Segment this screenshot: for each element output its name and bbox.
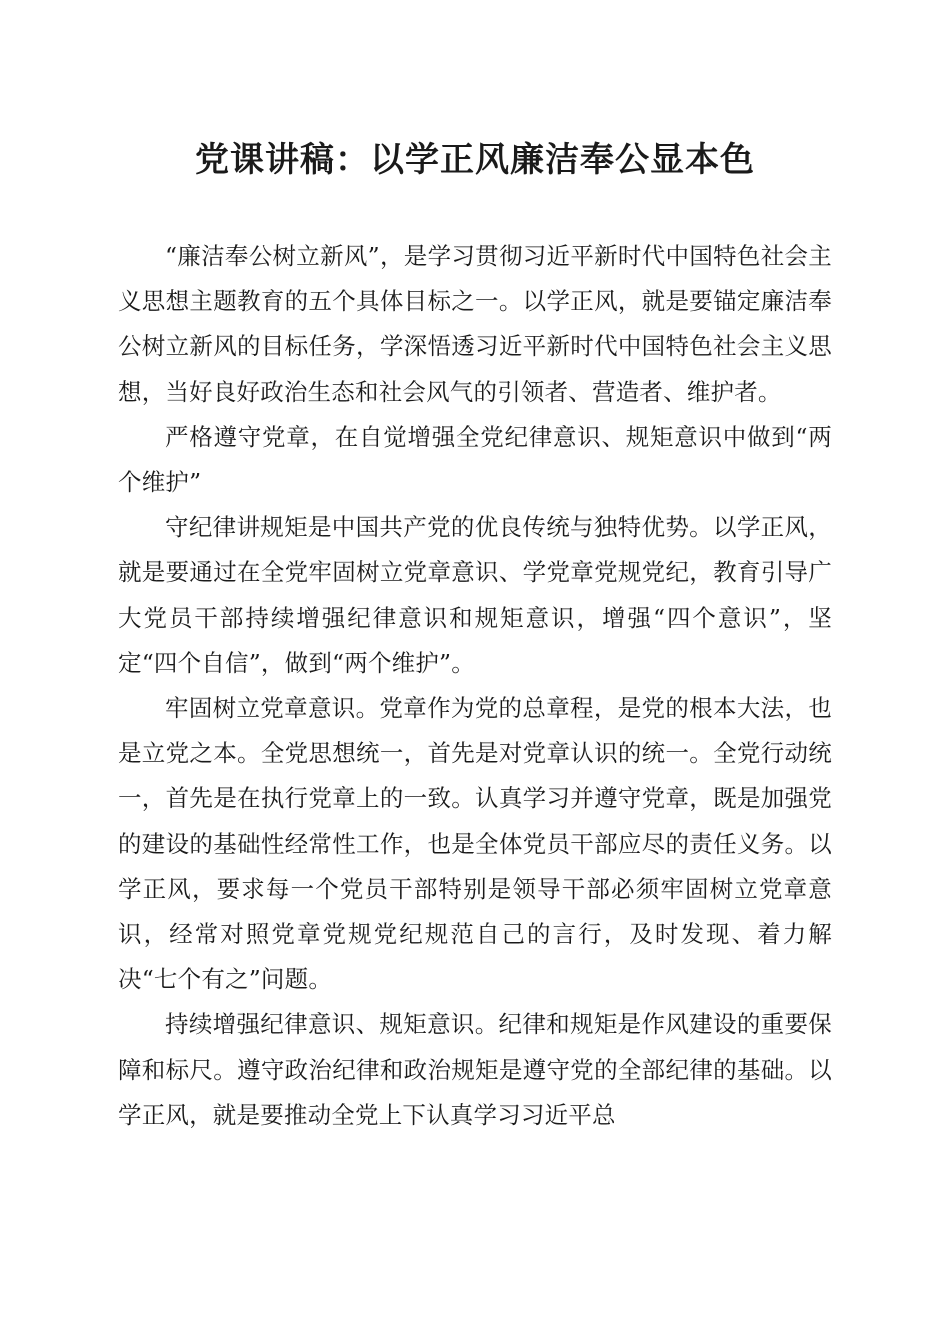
paragraph-4: 持续增强纪律意识、规矩意识。纪律和规矩是作风建设的重要保障和标尺。遵守政治纪律和政治规矩是遵守党的全部纪律的基础。以学正风，就是要推动全党上下认真学习习近平总 [118,1010,832,1129]
document-body [118,234,832,1138]
document-title: 党课讲稿：以学正风廉洁奉公显本色 [195,140,755,180]
paragraph-3: 牢固树立党章意识。党章作为党的总章程，是党的根本大法，也是立党之本。全党思想统一，首先是对党章认识的统一。全党行动统一，首先是在执行党章上的一致。认真学习并遵守党章，既是加强党的建设的基础性经常性工作，也是全体党员干部应尽的责任义务。以学正风，要求每一个党员干部特别是领导干部必须牢固树立党章意识，经常对照党章党规党纪规范自己的言行，及时发现、着力解决“七个有之”问题。 [118,694,832,994]
paragraph-1: “廉洁奉公树立新风”，是学习贯彻习近平新时代中国特色社会主义思想主题教育的五个具体目标之一。以学正风，就是要锚定廉洁奉公树立新风的目标任务，学深悟透习近平新时代中国特色社会主义思想，当好良好政治生态和社会风气的引领者、营造者、维护者。 [118,242,832,406]
paragraph-2: 守纪律讲规矩是中国共产党的优良传统与独特优势。以学正风，就是要通过在全党牢固树立党章意识、学党章党规党纪，教育引导广大党员干部持续增强纪律意识和规矩意识，增强“四个意识”，坚定“四个自信”，做到“两个维护”。 [118,513,832,677]
section-heading: 严格遵守党章，在自觉增强全党纪律意识、规矩意识中做到“两个维护” [118,422,832,497]
